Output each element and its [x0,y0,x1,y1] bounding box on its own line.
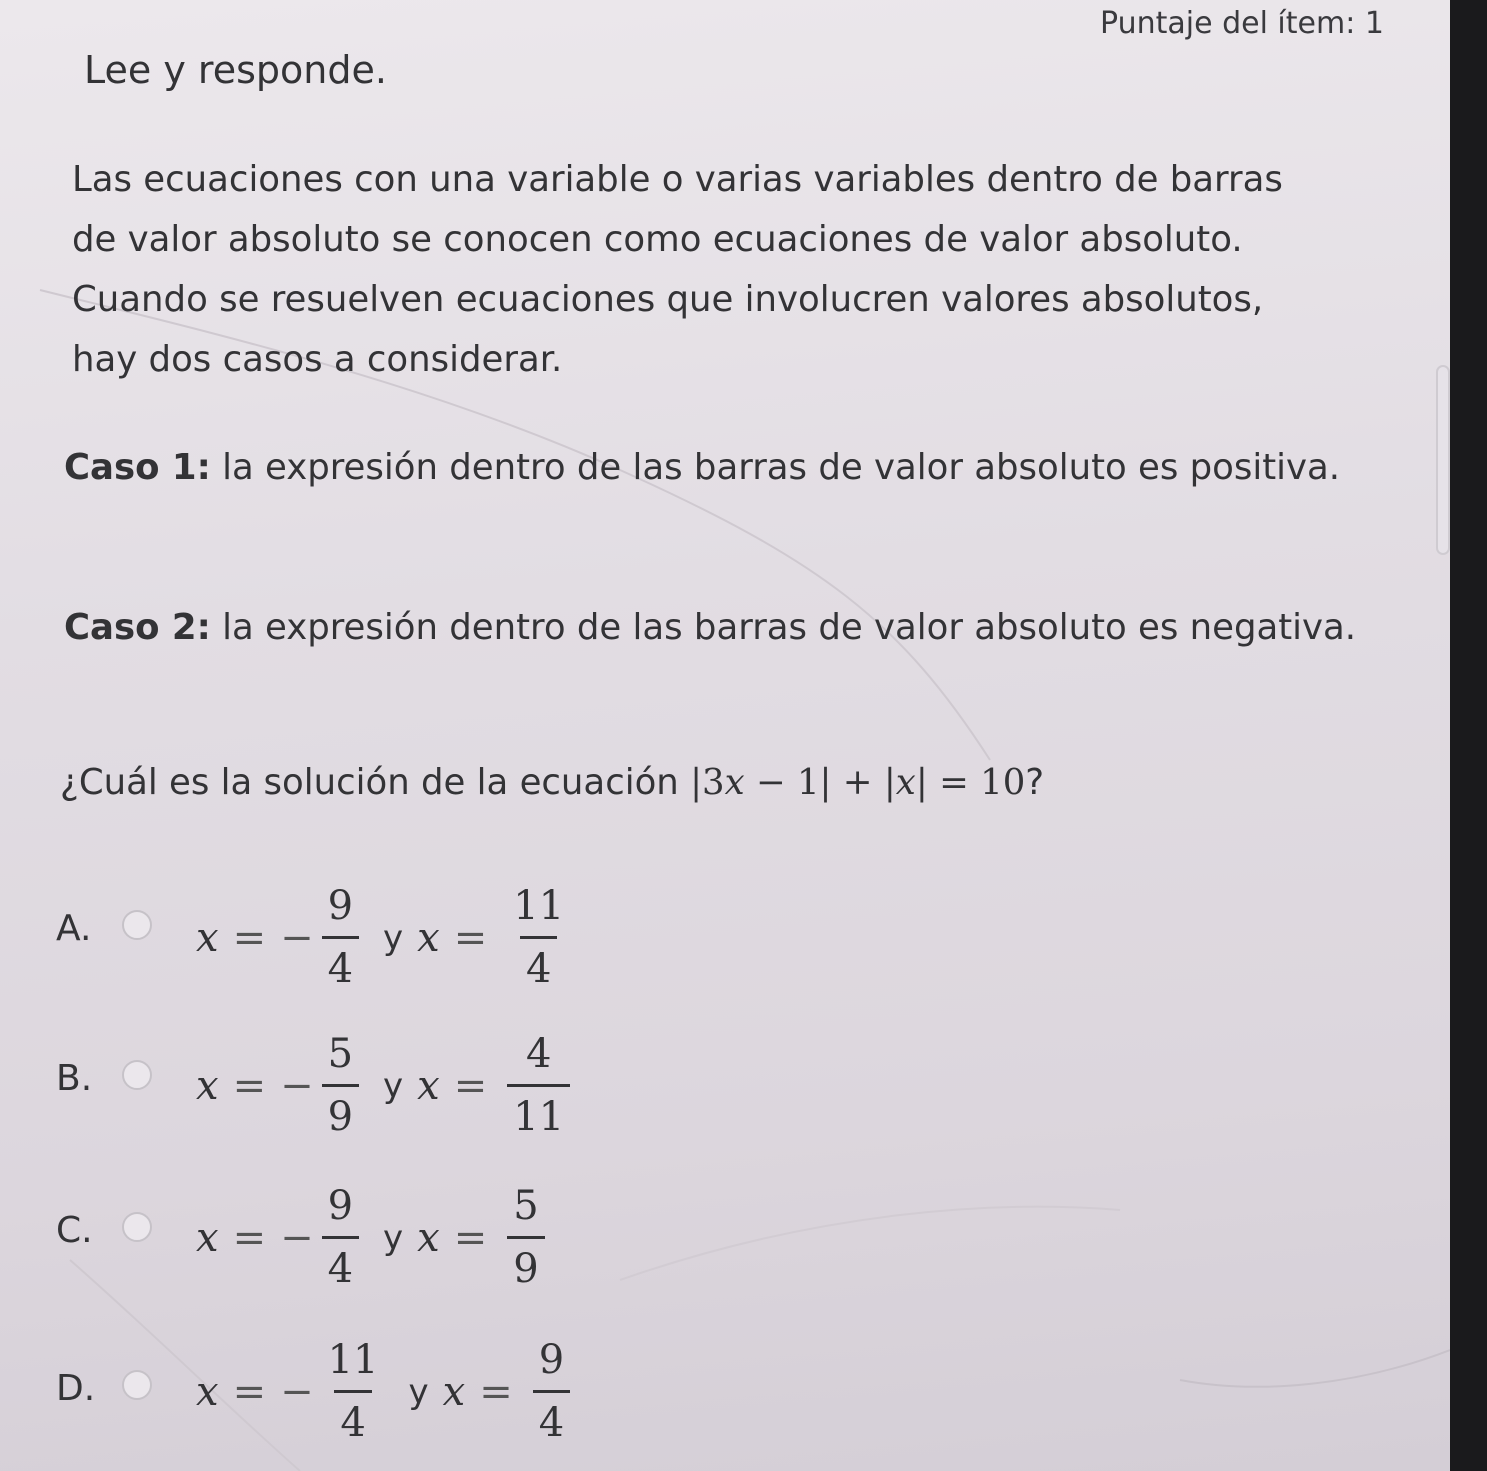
intro-line: Cuando se resuelven ecuaciones que involucren valores absolutos, [72,279,1264,320]
question-text [60,762,1044,803]
option-letter: A. [56,908,92,949]
fraction: $\frac{5}{9}$ [322,1032,359,1139]
option-a-radio[interactable] [122,910,152,940]
option-d-expression: x = − $\frac{11}{4}$ y x = $\frac{9}{4}$ [196,1338,576,1445]
fraction: $\frac{5}{9}$ [507,1184,544,1291]
instruction-text: Lee y responde. [84,48,387,92]
case-1 [64,440,1384,495]
case-1-title: Caso 1: [64,447,211,488]
option-b-expression: x = − $\frac{5}{9}$ y x = $\frac{4}{11}$ [196,1032,576,1139]
fraction: $\frac{9}{4}$ [322,1184,359,1291]
option-b[interactable] [56,1032,756,1172]
intro-line: de valor absoluto se conocen como ecuaciones de valor absoluto. [72,219,1243,260]
option-letter: B. [56,1058,93,1099]
item-score: Puntaje del ítem: 1 [1100,6,1384,41]
fraction: $\frac{9}{4}$ [322,884,359,991]
option-letter: D. [56,1368,96,1409]
intro-line: hay dos casos a considerar. [72,339,563,380]
intro-paragraph [72,150,1412,390]
question-prefix: ¿Cuál es la solución de la ecuación [60,762,691,803]
option-d-radio[interactable] [122,1370,152,1400]
fraction: $\frac{9}{4}$ [533,1338,570,1445]
option-c-expression: x = − $\frac{9}{4}$ y x = $\frac{5}{9}$ [196,1184,551,1291]
case-1-text: la expresión dentro de las barras de valor absoluto es positiva. [210,447,1341,488]
question-equation: |3x − 1| + |x| = 10 [690,762,1026,803]
case-2-title: Caso 2: [64,607,211,648]
case-2-text: la expresión dentro de las barras de valor absoluto es negativa. [210,607,1357,648]
scrollbar[interactable] [1436,365,1450,555]
fraction: $\frac{11}{4}$ [513,883,565,992]
option-b-radio[interactable] [122,1060,152,1090]
fraction: $\frac{11}{4}$ [327,1337,379,1446]
option-d[interactable] [56,1334,756,1471]
option-letter: C. [56,1210,93,1251]
option-c-radio[interactable] [122,1212,152,1242]
option-c[interactable] [56,1184,756,1324]
fraction: $\frac{4}{11}$ [507,1032,570,1139]
case-2 [64,600,1384,655]
question-suffix: ? [1025,762,1045,803]
option-a[interactable] [56,880,756,1020]
option-a-expression: x = − $\frac{9}{4}$ y x = $\frac{11}{4}$ [196,884,576,991]
intro-line: Las ecuaciones con una variable o varias variables dentro de barras [72,159,1283,200]
